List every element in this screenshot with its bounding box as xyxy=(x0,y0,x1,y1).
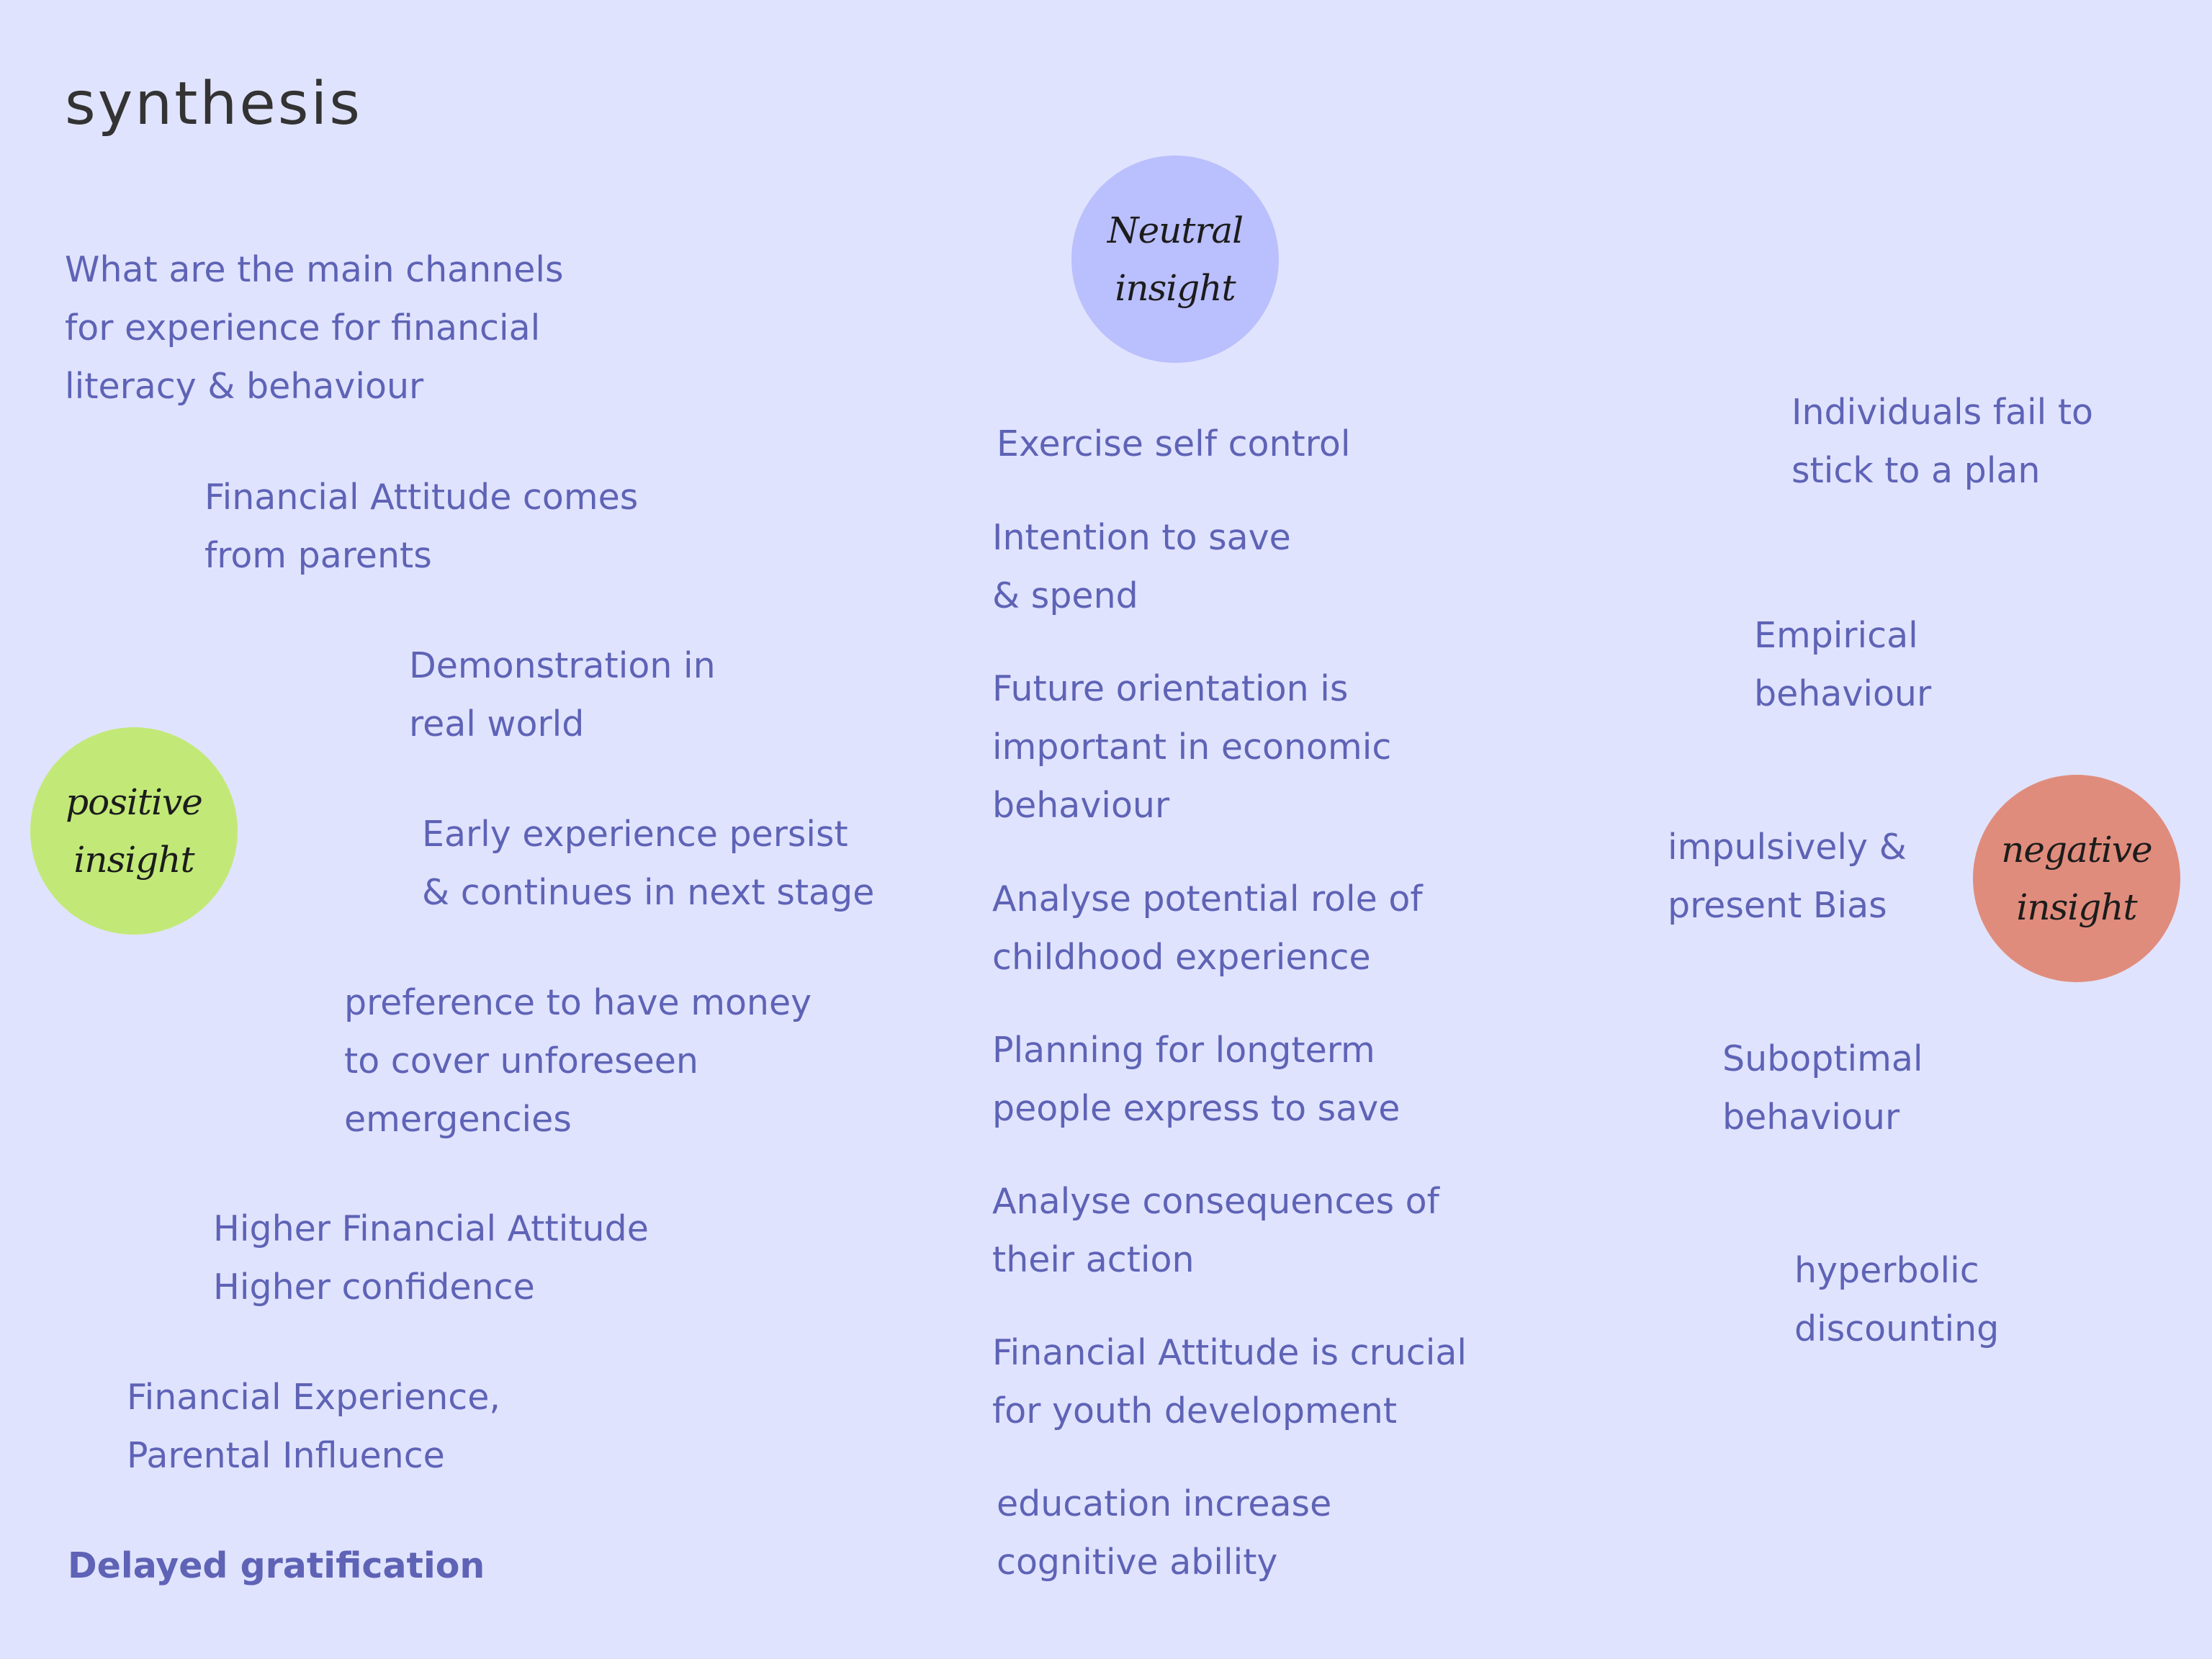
neutral-insight-circle xyxy=(1071,156,1279,363)
note-delayed-gratification: Delayed gratification xyxy=(68,1545,485,1586)
note-education-cognitive: education increase cognitive ability xyxy=(997,1483,1332,1583)
note-intention-save-spend: Intention to save & spend xyxy=(992,517,1291,616)
note-attitude-from-parents: Financial Attitude comes from parents xyxy=(204,477,639,576)
note-fail-to-plan: Individuals fail to stick to a plan xyxy=(1791,392,2094,491)
note-consequences: Analyse consequences of their action xyxy=(992,1181,1439,1280)
note-impulsive-bias: impulsively & present Bias xyxy=(1668,827,1907,926)
neutral-insight-label: Neutral insight xyxy=(1107,210,1244,309)
note-suboptimal-behaviour: Suboptimal behaviour xyxy=(1722,1038,1923,1138)
note-higher-attitude: Higher Financial Attitude Higher confidence xyxy=(213,1208,649,1308)
note-childhood-experience: Analyse potential role of childhood experience xyxy=(992,878,1423,978)
note-demonstration: Demonstration in real world xyxy=(409,645,716,745)
note-main-channels-question: What are the main channels for experience for financial literacy & behaviour xyxy=(65,249,564,407)
positive-insight-circle xyxy=(30,727,238,935)
negative-insight-circle xyxy=(1973,775,2180,982)
note-planning-longterm: Planning for longterm people express to save xyxy=(992,1030,1401,1129)
note-early-experience: Early experience persist & continues in next stage xyxy=(422,814,875,913)
note-preference-emergencies: preference to have money to cover unforeseen emergencies xyxy=(344,982,812,1140)
page-title: synthesis xyxy=(65,70,363,138)
note-youth-development: Financial Attitude is crucial for youth development xyxy=(992,1332,1467,1431)
negative-insight-label: negative insight xyxy=(2001,829,2152,928)
note-future-orientation: Future orientation is important in economic behaviour xyxy=(992,668,1392,826)
note-experience-influence: Financial Experience, Parental Influence xyxy=(127,1377,500,1476)
positive-insight-label: positive insight xyxy=(66,781,202,881)
note-hyperbolic-discounting: hyperbolic discounting xyxy=(1794,1250,2000,1349)
note-self-control: Exercise self control xyxy=(997,423,1351,464)
note-empirical-behaviour: Empirical behaviour xyxy=(1754,615,1932,714)
